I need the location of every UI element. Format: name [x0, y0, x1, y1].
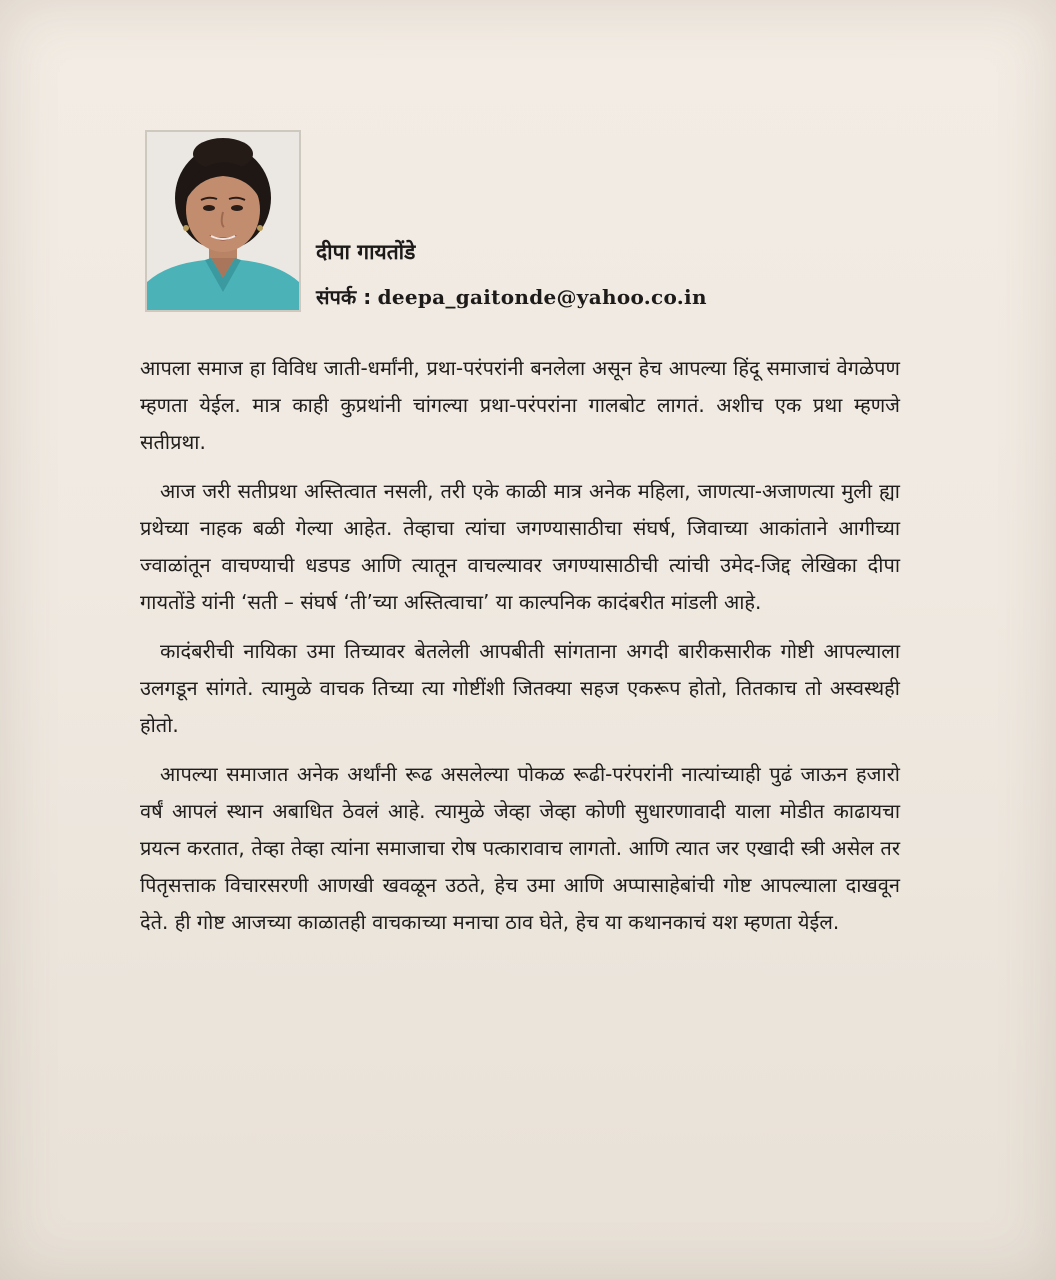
author-photo: [145, 130, 301, 312]
author-email[interactable]: deepa_gaitonde@yahoo.co.in: [377, 285, 707, 309]
blurb-paragraph-1: आपला समाज हा विविध जाती-धर्मांनी, प्रथा-परंपरांनी बनलेला असून हेच आपल्या हिंदू समाजाचं वेगळेपण म्हणता येईल. मात्र काही कुप्रथांनी चांगल्या प्रथा-परंपरांना गालबोट लागतं. अशीच एक प्रथा म्हणजे सतीप्रथा.: [140, 356, 900, 454]
blurb-paragraph-4: आपल्या समाजात अनेक अर्थांनी रूढ असलेल्या पोकळ रूढी-परंपरांनी नात्यांच्याही पुढं जाऊन हजारो वर्षं आपलं स्थान अबाधित ठेवलं आहे. त्यामुळे जेव्हा जेव्हा कोणी सुधारणावादी याला मोडीत काढायचा प्रयत्न करतात, तेव्हा तेव्हा त्यांना समाजाचा रोष पत्कारावाच लागतो. आणि त्यात जर एखादी स्त्री असेल तर पितृसत्ताक विचारसरणी आणखी खवळून उठते, हेच उमा आणि अप्पासाहेबांची गोष्ट आपल्याला दाखवून देते. ही गोष्ट आजच्या काळातही वाचकाच्या मनाचा ठाव घेते, हेच या कथानकाचं यश म्हणता येईल.: [140, 762, 900, 934]
author-portrait-image: [147, 132, 299, 310]
book-blurb: [140, 350, 900, 953]
blurb-paragraph-2: आज जरी सतीप्रथा अस्तित्वात नसली, तरी एके काळी मात्र अनेक महिला, जाणत्या-अजाणत्या मुली ह्या प्रथेच्या नाहक बळी गेल्या आहेत. तेव्हाचा त्यांचा जगण्यासाठीचा संघर्ष, जिवाच्या आकांताने आगीच्या ज्वाळांतून वाचण्याची धडपड आणि त्यातून वाचल्यावर जगण्यासाठीची त्यांची उमेद-जिद्द लेखिका दीपा गायतोंडे यांनी ‘सती – संघर्ष ‘ती’च्या अस्तित्वाचा’ या काल्पनिक कादंबरीत मांडली आहे.: [140, 479, 900, 614]
author-contact: [316, 283, 707, 310]
contact-label: संपर्क :: [316, 285, 372, 309]
blurb-paragraph-3: कादंबरीची नायिका उमा तिच्यावर बेतलेली आपबीती सांगताना अगदी बारीकसारीक गोष्टी आपल्याला उलगडून सांगते. त्यामुळे वाचक तिच्या त्या गोष्टींशी जितक्या सहज एकरूप होतो, तितकाच तो अस्वस्थही होतो.: [140, 639, 900, 737]
author-name: दीपा गायतोंडे: [316, 240, 416, 264]
